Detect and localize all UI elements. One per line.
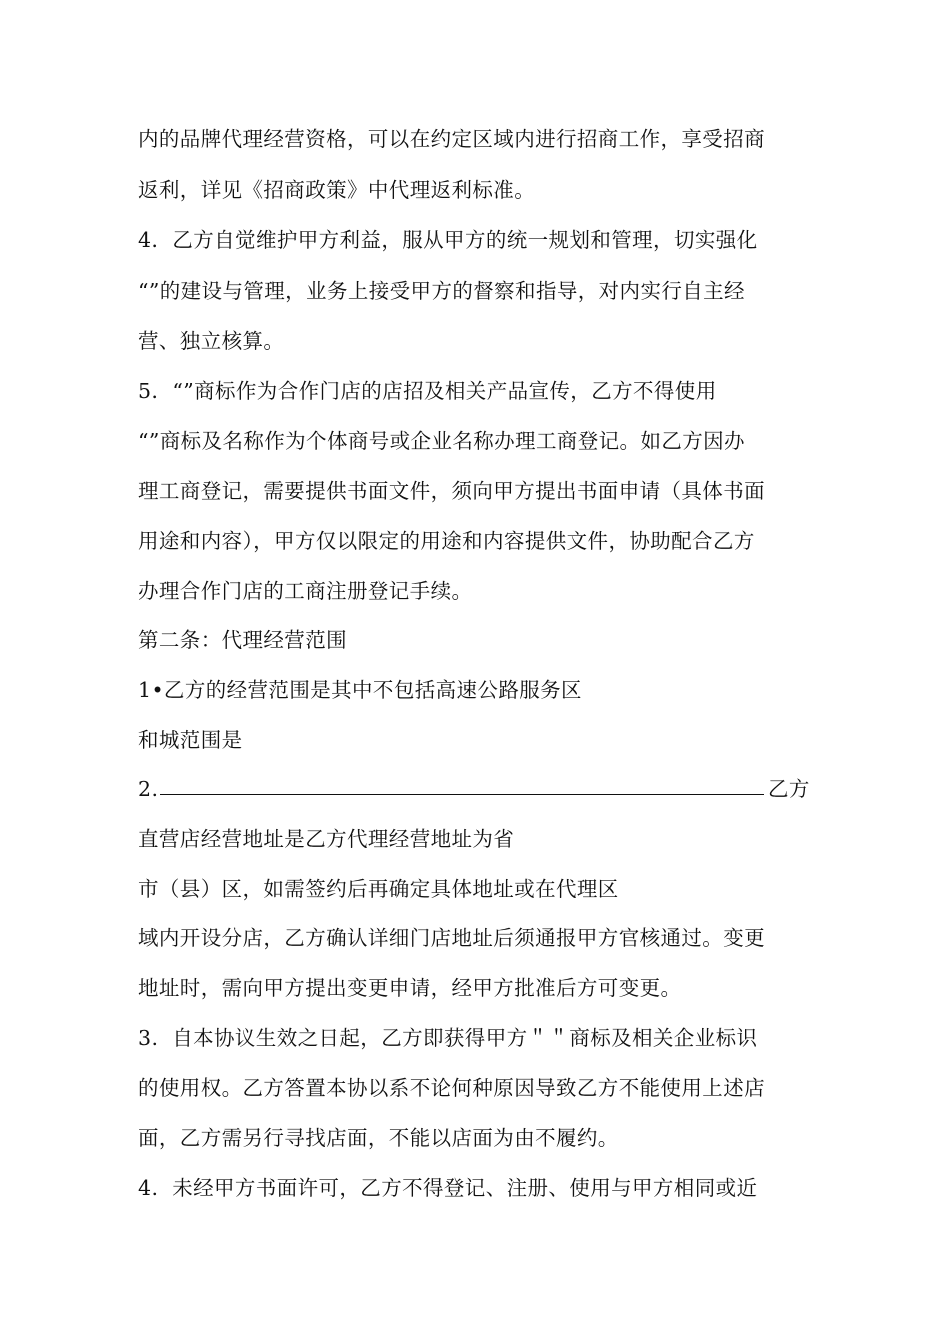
paragraph-line: 5．“”商标作为合作门店的店招及相关产品宣传，乙方不得使用 xyxy=(138,379,717,403)
paragraph-line: 办理合作门店的工商注册登记手续。 xyxy=(138,579,473,603)
paragraph-line: “”的建设与管理，业务上接受甲方的督察和指导，对内实行自主经 xyxy=(138,279,745,303)
paragraph-line: “”商标及名称作为个体商号或企业名称办理工商登记。如乙方因办 xyxy=(138,429,745,453)
item-number: 2. xyxy=(138,777,159,801)
paragraph-line: 用途和内容），甲方仅以限定的用途和内容提供文件，协助配合乙方 xyxy=(138,529,755,553)
paragraph-line: 的使用权。乙方答置本协以系不论何种原因导致乙方不能使用上述店 xyxy=(138,1076,765,1100)
section-heading: 第二条：代理经营范围 xyxy=(138,628,347,652)
paragraph-line: 返利，详见《招商政策》中代理返利标准。 xyxy=(138,178,536,202)
paragraph-line: 4．乙方自觉维护甲方利益，服从甲方的统一规划和管理，切实强化 xyxy=(138,228,758,252)
paragraph-line: 直营店经营地址是乙方代理经营地址为省 xyxy=(138,827,515,851)
paragraph-line: 1•乙方的经营范围是其中不包括高速公路服务区 xyxy=(138,678,582,702)
blank-tail-text: 乙方 xyxy=(768,777,810,801)
paragraph-line: 域内开设分店，乙方确认详细门店地址后须通报甲方官核通过。变更 xyxy=(138,926,765,950)
paragraph-line: 和城范围是 xyxy=(138,728,243,752)
paragraph-line: 营、独立核算。 xyxy=(138,329,285,353)
paragraph-line: 内的品牌代理经营资格，可以在约定区域内进行招商工作，享受招商 xyxy=(138,127,765,151)
paragraph-line: 3. 自本协议生效之日起，乙方即获得甲方＂＂商标及相关企业标识 xyxy=(138,1026,758,1050)
fill-in-blank-line xyxy=(160,794,764,795)
paragraph-line: 理工商登记，需要提供书面文件，须向甲方提出书面申请（具体书面 xyxy=(138,479,765,503)
paragraph-line: 地址时，需向甲方提出变更申请，经甲方批准后方可变更。 xyxy=(138,976,682,1000)
paragraph-line: 4. 未经甲方书面许可，乙方不得登记、注册、使用与甲方相同或近 xyxy=(138,1176,758,1200)
paragraph-line: 市（县）区，如需签约后再确定具体地址或在代理区 xyxy=(138,877,619,901)
paragraph-line: 面，乙方需另行寻找店面，不能以店面为由不履约。 xyxy=(138,1126,619,1150)
